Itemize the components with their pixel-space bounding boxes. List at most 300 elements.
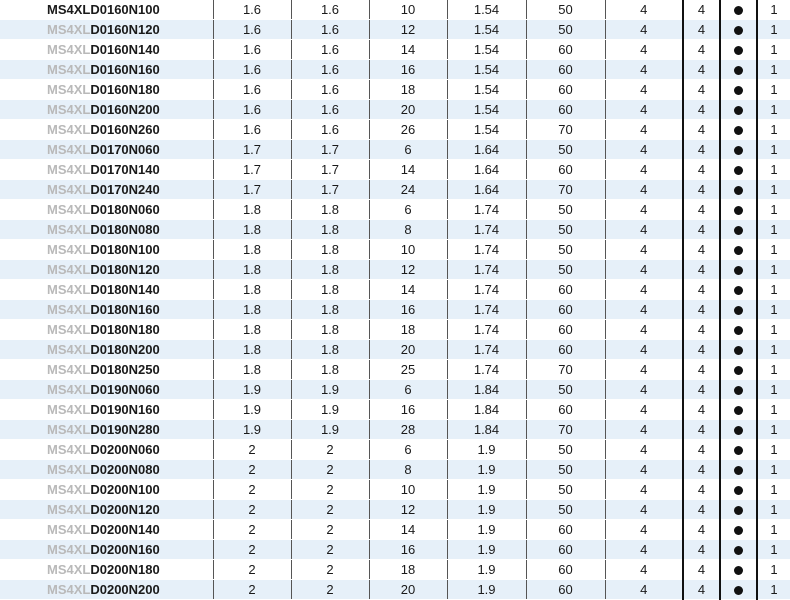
neck-diameter-cell: 1.8: [291, 260, 369, 280]
product-code-cell: [0, 280, 213, 300]
neck-clearance-cell: 1.54: [447, 20, 526, 40]
product-code-suffix: D0200N100: [90, 482, 160, 497]
shank-diameter-cell: 4: [605, 480, 683, 500]
product-code-prefix: MS4XL: [47, 42, 91, 57]
pack-quantity-cell: 1: [757, 200, 790, 220]
effective-length-cell: 18: [369, 80, 447, 100]
overall-length-cell: 60: [526, 320, 605, 340]
stock-dot-icon: [734, 466, 743, 475]
product-code-suffix: D0160N160: [90, 62, 160, 77]
stock-indicator-cell: [720, 320, 757, 340]
product-code-suffix: D0200N180: [90, 562, 160, 577]
flutes-cell: 4: [683, 380, 720, 400]
cutting-diameter-cell: 1.9: [213, 400, 291, 420]
overall-length-cell: 50: [526, 20, 605, 40]
cutting-diameter-cell: 1.6: [213, 0, 291, 20]
table-row: [0, 100, 790, 120]
shank-diameter-cell: 4: [605, 40, 683, 60]
flutes-cell: 4: [683, 420, 720, 440]
pack-quantity-cell: 1: [757, 160, 790, 180]
stock-dot-icon: [734, 46, 743, 55]
cutting-diameter-cell: 1.6: [213, 20, 291, 40]
table-row: [0, 300, 790, 320]
neck-diameter-cell: 1.8: [291, 240, 369, 260]
neck-clearance-cell: 1.54: [447, 60, 526, 80]
pack-quantity-cell: 1: [757, 240, 790, 260]
table-row: [0, 220, 790, 240]
neck-diameter-cell: 1.8: [291, 200, 369, 220]
product-code-cell: [0, 300, 213, 320]
cutting-diameter-cell: 2: [213, 480, 291, 500]
product-code-prefix: MS4XL: [47, 262, 91, 277]
overall-length-cell: 60: [526, 80, 605, 100]
product-code-prefix: MS4XL: [47, 562, 91, 577]
stock-indicator-cell: [720, 440, 757, 460]
flutes-cell: 4: [683, 460, 720, 480]
overall-length-cell: 50: [526, 440, 605, 460]
stock-indicator-cell: [720, 160, 757, 180]
neck-diameter-cell: 1.7: [291, 180, 369, 200]
table-row: [0, 380, 790, 400]
pack-quantity-cell: 1: [757, 360, 790, 380]
flutes-cell: 4: [683, 520, 720, 540]
stock-dot-icon: [734, 6, 743, 15]
neck-clearance-cell: 1.54: [447, 100, 526, 120]
cutting-diameter-cell: 1.8: [213, 260, 291, 280]
neck-diameter-cell: 1.7: [291, 160, 369, 180]
pack-quantity-cell: 1: [757, 560, 790, 580]
pack-quantity-cell: 1: [757, 120, 790, 140]
product-code-prefix: MS4XL: [47, 62, 91, 77]
neck-clearance-cell: 1.9: [447, 520, 526, 540]
product-code-prefix: MS4XL: [47, 82, 91, 97]
stock-dot-icon: [734, 526, 743, 535]
product-code-cell: [0, 0, 213, 20]
neck-diameter-cell: 2: [291, 560, 369, 580]
cutting-diameter-cell: 1.8: [213, 300, 291, 320]
stock-dot-icon: [734, 266, 743, 275]
shank-diameter-cell: 4: [605, 180, 683, 200]
cutting-diameter-cell: 1.6: [213, 100, 291, 120]
shank-diameter-cell: 4: [605, 460, 683, 480]
overall-length-cell: 70: [526, 180, 605, 200]
shank-diameter-cell: 4: [605, 300, 683, 320]
product-code-cell: [0, 400, 213, 420]
cutting-diameter-cell: 1.8: [213, 200, 291, 220]
neck-clearance-cell: 1.74: [447, 260, 526, 280]
product-code-prefix: MS4XL: [47, 302, 91, 317]
effective-length-cell: 24: [369, 180, 447, 200]
stock-indicator-cell: [720, 80, 757, 100]
product-code-cell: [0, 200, 213, 220]
product-code-prefix: MS4XL: [47, 202, 91, 217]
neck-diameter-cell: 1.8: [291, 360, 369, 380]
overall-length-cell: 50: [526, 240, 605, 260]
flutes-cell: 4: [683, 500, 720, 520]
stock-indicator-cell: [720, 420, 757, 440]
stock-dot-icon: [734, 306, 743, 315]
cutting-diameter-cell: 1.8: [213, 360, 291, 380]
product-code-suffix: D0180N120: [90, 262, 160, 277]
neck-clearance-cell: 1.74: [447, 360, 526, 380]
neck-clearance-cell: 1.9: [447, 440, 526, 460]
neck-clearance-cell: 1.54: [447, 0, 526, 20]
product-code-suffix: D0180N250: [90, 362, 160, 377]
overall-length-cell: 60: [526, 40, 605, 60]
flutes-cell: 4: [683, 360, 720, 380]
product-code-cell: [0, 100, 213, 120]
product-code-prefix: MS4XL: [47, 102, 91, 117]
cutting-diameter-cell: 1.8: [213, 320, 291, 340]
product-code-prefix: MS4XL: [47, 242, 91, 257]
overall-length-cell: 50: [526, 380, 605, 400]
overall-length-cell: 70: [526, 120, 605, 140]
product-code-suffix: D0160N180: [90, 82, 160, 97]
neck-clearance-cell: 1.74: [447, 280, 526, 300]
product-code-cell: [0, 560, 213, 580]
effective-length-cell: 14: [369, 160, 447, 180]
neck-clearance-cell: 1.54: [447, 40, 526, 60]
table-row: [0, 360, 790, 380]
shank-diameter-cell: 4: [605, 380, 683, 400]
stock-indicator-cell: [720, 180, 757, 200]
cutting-diameter-cell: 2: [213, 460, 291, 480]
table-row: [0, 320, 790, 340]
neck-clearance-cell: 1.9: [447, 580, 526, 600]
neck-diameter-cell: 1.8: [291, 340, 369, 360]
flutes-cell: 4: [683, 60, 720, 80]
stock-indicator-cell: [720, 40, 757, 60]
stock-dot-icon: [734, 386, 743, 395]
flutes-cell: 4: [683, 180, 720, 200]
shank-diameter-cell: 4: [605, 80, 683, 100]
product-code-cell: [0, 80, 213, 100]
pack-quantity-cell: 1: [757, 540, 790, 560]
stock-dot-icon: [734, 166, 743, 175]
shank-diameter-cell: 4: [605, 520, 683, 540]
shank-diameter-cell: 4: [605, 140, 683, 160]
stock-dot-icon: [734, 146, 743, 155]
shank-diameter-cell: 4: [605, 240, 683, 260]
pack-quantity-cell: 1: [757, 220, 790, 240]
pack-quantity-cell: 1: [757, 40, 790, 60]
stock-indicator-cell: [720, 0, 757, 20]
effective-length-cell: 6: [369, 200, 447, 220]
effective-length-cell: 16: [369, 60, 447, 80]
table-row: [0, 420, 790, 440]
pack-quantity-cell: 1: [757, 580, 790, 600]
pack-quantity-cell: 1: [757, 420, 790, 440]
product-code-suffix: D0200N060: [90, 442, 160, 457]
neck-clearance-cell: 1.9: [447, 560, 526, 580]
pack-quantity-cell: 1: [757, 280, 790, 300]
stock-dot-icon: [734, 106, 743, 115]
stock-dot-icon: [734, 446, 743, 455]
product-code-suffix: D0180N060: [90, 202, 160, 217]
product-code-suffix: D0180N200: [90, 342, 160, 357]
shank-diameter-cell: 4: [605, 60, 683, 80]
product-code-cell: [0, 460, 213, 480]
product-code-suffix: D0190N160: [90, 402, 160, 417]
pack-quantity-cell: 1: [757, 400, 790, 420]
product-code-suffix: D0180N080: [90, 222, 160, 237]
stock-dot-icon: [734, 86, 743, 95]
overall-length-cell: 60: [526, 60, 605, 80]
effective-length-cell: 18: [369, 560, 447, 580]
neck-diameter-cell: 1.6: [291, 40, 369, 60]
shank-diameter-cell: 4: [605, 440, 683, 460]
neck-diameter-cell: 1.9: [291, 420, 369, 440]
stock-dot-icon: [734, 126, 743, 135]
cutting-diameter-cell: 2: [213, 540, 291, 560]
product-code-prefix: MS4XL: [47, 322, 91, 337]
product-code-cell: [0, 540, 213, 560]
neck-diameter-cell: 1.8: [291, 280, 369, 300]
neck-diameter-cell: 1.6: [291, 80, 369, 100]
neck-clearance-cell: 1.64: [447, 180, 526, 200]
overall-length-cell: 60: [526, 560, 605, 580]
flutes-cell: 4: [683, 300, 720, 320]
product-code-cell: [0, 220, 213, 240]
neck-diameter-cell: 1.8: [291, 320, 369, 340]
shank-diameter-cell: 4: [605, 580, 683, 600]
shank-diameter-cell: 4: [605, 540, 683, 560]
effective-length-cell: 16: [369, 300, 447, 320]
stock-dot-icon: [734, 226, 743, 235]
pack-quantity-cell: 1: [757, 380, 790, 400]
product-code-prefix: MS4XL: [47, 422, 91, 437]
product-code-prefix: MS4XL: [47, 522, 91, 537]
neck-clearance-cell: 1.74: [447, 340, 526, 360]
shank-diameter-cell: 4: [605, 220, 683, 240]
product-code-prefix: MS4XL: [47, 342, 91, 357]
product-code-cell: [0, 440, 213, 460]
stock-indicator-cell: [720, 200, 757, 220]
cutting-diameter-cell: 2: [213, 440, 291, 460]
product-code-suffix: D0200N200: [90, 582, 160, 597]
neck-clearance-cell: 1.9: [447, 540, 526, 560]
shank-diameter-cell: 4: [605, 260, 683, 280]
neck-diameter-cell: 2: [291, 500, 369, 520]
neck-diameter-cell: 1.6: [291, 0, 369, 20]
effective-length-cell: 14: [369, 280, 447, 300]
product-code-cell: [0, 520, 213, 540]
overall-length-cell: 60: [526, 540, 605, 560]
pack-quantity-cell: 1: [757, 500, 790, 520]
pack-quantity-cell: 1: [757, 100, 790, 120]
product-code-cell: [0, 260, 213, 280]
shank-diameter-cell: 4: [605, 400, 683, 420]
stock-dot-icon: [734, 326, 743, 335]
product-code-cell: [0, 180, 213, 200]
product-code-suffix: D0160N200: [90, 102, 160, 117]
neck-clearance-cell: 1.64: [447, 160, 526, 180]
pack-quantity-cell: 1: [757, 520, 790, 540]
pack-quantity-cell: 1: [757, 480, 790, 500]
shank-diameter-cell: 4: [605, 340, 683, 360]
effective-length-cell: 16: [369, 540, 447, 560]
overall-length-cell: 70: [526, 360, 605, 380]
cutting-diameter-cell: 1.9: [213, 420, 291, 440]
shank-diameter-cell: 4: [605, 420, 683, 440]
flutes-cell: 4: [683, 140, 720, 160]
table-row: [0, 580, 790, 600]
product-code-cell: [0, 360, 213, 380]
effective-length-cell: 6: [369, 140, 447, 160]
product-code-suffix: D0170N140: [90, 162, 160, 177]
flutes-cell: 4: [683, 480, 720, 500]
pack-quantity-cell: 1: [757, 180, 790, 200]
shank-diameter-cell: 4: [605, 500, 683, 520]
product-code-prefix: MS4XL: [47, 122, 91, 137]
neck-clearance-cell: 1.84: [447, 400, 526, 420]
cutting-diameter-cell: 2: [213, 520, 291, 540]
product-code-prefix: MS4XL: [47, 502, 91, 517]
flutes-cell: 4: [683, 20, 720, 40]
product-code-prefix: MS4XL: [47, 2, 91, 17]
shank-diameter-cell: 4: [605, 560, 683, 580]
stock-indicator-cell: [720, 280, 757, 300]
stock-dot-icon: [734, 586, 743, 595]
table-row: [0, 520, 790, 540]
stock-dot-icon: [734, 346, 743, 355]
product-code-prefix: MS4XL: [47, 282, 91, 297]
stock-indicator-cell: [720, 400, 757, 420]
overall-length-cell: 70: [526, 420, 605, 440]
stock-indicator-cell: [720, 300, 757, 320]
neck-clearance-cell: 1.54: [447, 120, 526, 140]
table-row: [0, 80, 790, 100]
shank-diameter-cell: 4: [605, 100, 683, 120]
product-code-cell: [0, 340, 213, 360]
product-code-prefix: MS4XL: [47, 22, 91, 37]
neck-diameter-cell: 2: [291, 520, 369, 540]
neck-clearance-cell: 1.9: [447, 460, 526, 480]
product-code-suffix: D0200N140: [90, 522, 160, 537]
stock-dot-icon: [734, 506, 743, 515]
product-code-prefix: MS4XL: [47, 402, 91, 417]
pack-quantity-cell: 1: [757, 0, 790, 20]
cutting-diameter-cell: 1.6: [213, 120, 291, 140]
neck-diameter-cell: 1.6: [291, 100, 369, 120]
cutting-diameter-cell: 2: [213, 500, 291, 520]
stock-indicator-cell: [720, 460, 757, 480]
flutes-cell: 4: [683, 400, 720, 420]
flutes-cell: 4: [683, 340, 720, 360]
stock-dot-icon: [734, 66, 743, 75]
flutes-cell: 4: [683, 560, 720, 580]
neck-clearance-cell: 1.74: [447, 200, 526, 220]
stock-indicator-cell: [720, 480, 757, 500]
flutes-cell: 4: [683, 160, 720, 180]
product-code-suffix: D0160N100: [90, 2, 160, 17]
stock-indicator-cell: [720, 360, 757, 380]
table-row: [0, 240, 790, 260]
neck-clearance-cell: 1.84: [447, 380, 526, 400]
stock-indicator-cell: [720, 380, 757, 400]
effective-length-cell: 10: [369, 480, 447, 500]
product-code-suffix: D0180N140: [90, 282, 160, 297]
flutes-cell: 4: [683, 100, 720, 120]
pack-quantity-cell: 1: [757, 440, 790, 460]
table-row: [0, 340, 790, 360]
shank-diameter-cell: 4: [605, 160, 683, 180]
cutting-diameter-cell: 1.8: [213, 240, 291, 260]
neck-diameter-cell: 2: [291, 440, 369, 460]
pack-quantity-cell: 1: [757, 460, 790, 480]
neck-clearance-cell: 1.9: [447, 500, 526, 520]
overall-length-cell: 50: [526, 460, 605, 480]
stock-indicator-cell: [720, 120, 757, 140]
stock-indicator-cell: [720, 340, 757, 360]
stock-dot-icon: [734, 286, 743, 295]
effective-length-cell: 28: [369, 420, 447, 440]
overall-length-cell: 60: [526, 300, 605, 320]
overall-length-cell: 60: [526, 400, 605, 420]
neck-diameter-cell: 2: [291, 480, 369, 500]
neck-diameter-cell: 2: [291, 580, 369, 600]
stock-indicator-cell: [720, 560, 757, 580]
stock-indicator-cell: [720, 20, 757, 40]
stock-dot-icon: [734, 366, 743, 375]
cutting-diameter-cell: 1.6: [213, 80, 291, 100]
product-code-suffix: D0180N180: [90, 322, 160, 337]
effective-length-cell: 26: [369, 120, 447, 140]
product-code-prefix: MS4XL: [47, 462, 91, 477]
product-code-cell: [0, 480, 213, 500]
product-code-suffix: D0170N060: [90, 142, 160, 157]
overall-length-cell: 50: [526, 260, 605, 280]
flutes-cell: 4: [683, 80, 720, 100]
stock-dot-icon: [734, 26, 743, 35]
pack-quantity-cell: 1: [757, 260, 790, 280]
product-code-cell: [0, 40, 213, 60]
effective-length-cell: 12: [369, 260, 447, 280]
table-row: [0, 0, 790, 20]
overall-length-cell: 60: [526, 520, 605, 540]
pack-quantity-cell: 1: [757, 320, 790, 340]
effective-length-cell: 18: [369, 320, 447, 340]
table-row: [0, 400, 790, 420]
table-row: [0, 460, 790, 480]
stock-dot-icon: [734, 566, 743, 575]
product-code-suffix: D0160N120: [90, 22, 160, 37]
overall-length-cell: 50: [526, 220, 605, 240]
cutting-diameter-cell: 1.8: [213, 220, 291, 240]
effective-length-cell: 12: [369, 20, 447, 40]
product-code-suffix: D0190N280: [90, 422, 160, 437]
stock-indicator-cell: [720, 240, 757, 260]
stock-dot-icon: [734, 486, 743, 495]
neck-clearance-cell: 1.64: [447, 140, 526, 160]
table-row: [0, 40, 790, 60]
stock-dot-icon: [734, 206, 743, 215]
neck-diameter-cell: 1.9: [291, 380, 369, 400]
stock-indicator-cell: [720, 260, 757, 280]
neck-clearance-cell: 1.74: [447, 300, 526, 320]
table-row: [0, 20, 790, 40]
neck-clearance-cell: 1.9: [447, 480, 526, 500]
effective-length-cell: 12: [369, 500, 447, 520]
product-code-cell: [0, 380, 213, 400]
stock-indicator-cell: [720, 520, 757, 540]
product-code-cell: [0, 20, 213, 40]
product-code-cell: [0, 420, 213, 440]
product-code-prefix: MS4XL: [47, 142, 91, 157]
table-row: [0, 180, 790, 200]
shank-diameter-cell: 4: [605, 200, 683, 220]
overall-length-cell: 50: [526, 140, 605, 160]
